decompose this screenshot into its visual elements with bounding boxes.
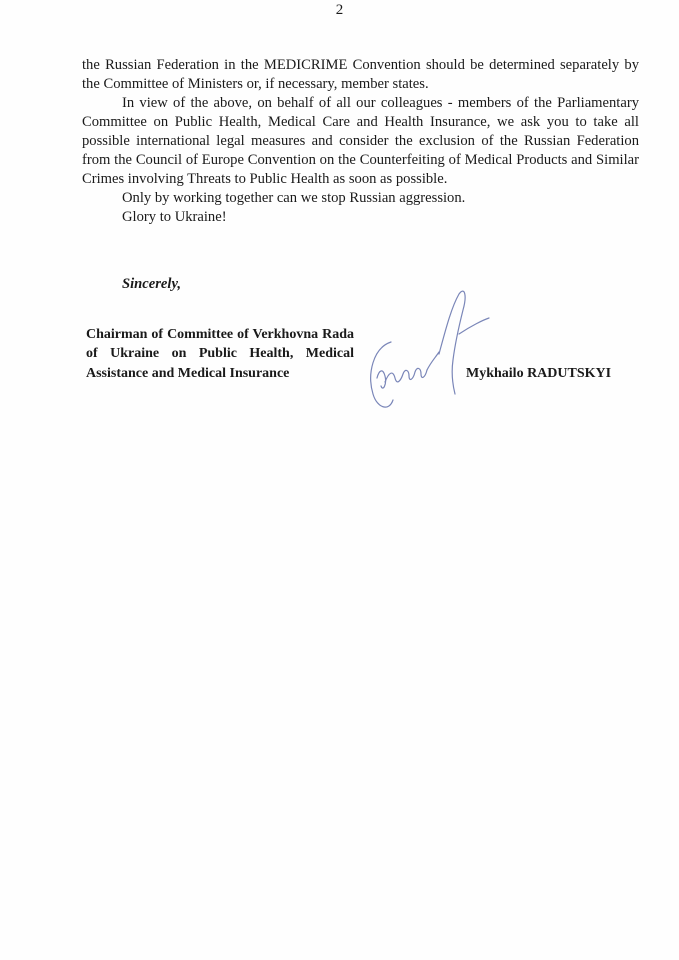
closing-salutation: Sincerely, [122,276,182,292]
page-number: 2 [335,2,344,18]
signatory-title: Chairman of Committee of Verkhovna Rada of Ukraine on Public Health, Medical Assistance and Medical Insurance [86,327,354,381]
paragraph-together: Only by working together can we stop Russian aggression. [122,190,466,206]
paragraph-glory: Glory to Ukraine! [122,209,227,225]
letter-body [82,56,639,227]
paragraph-continuation: the Russian Federation in the MEDICRIME Convention should be determined separately by the Committee of Ministers or, if necessary, member states. [82,57,639,92]
signatory-name: Mykhailo RADUTSKYI [466,366,612,381]
paragraph-request: In view of the above, on behalf of all our colleagues - members of the Parliamentary Committee on Public Health, Medical Care and Health Insurance, we ask you to take all possible international legal measures and consider the exclusion of the Russian Federation from the Council of Europe Convention on the Counterfeiting of Medical Products and Similar Crimes involving Threats to Public Health as soon as possible. [82,95,639,187]
handwritten-signature-icon [355,282,495,422]
